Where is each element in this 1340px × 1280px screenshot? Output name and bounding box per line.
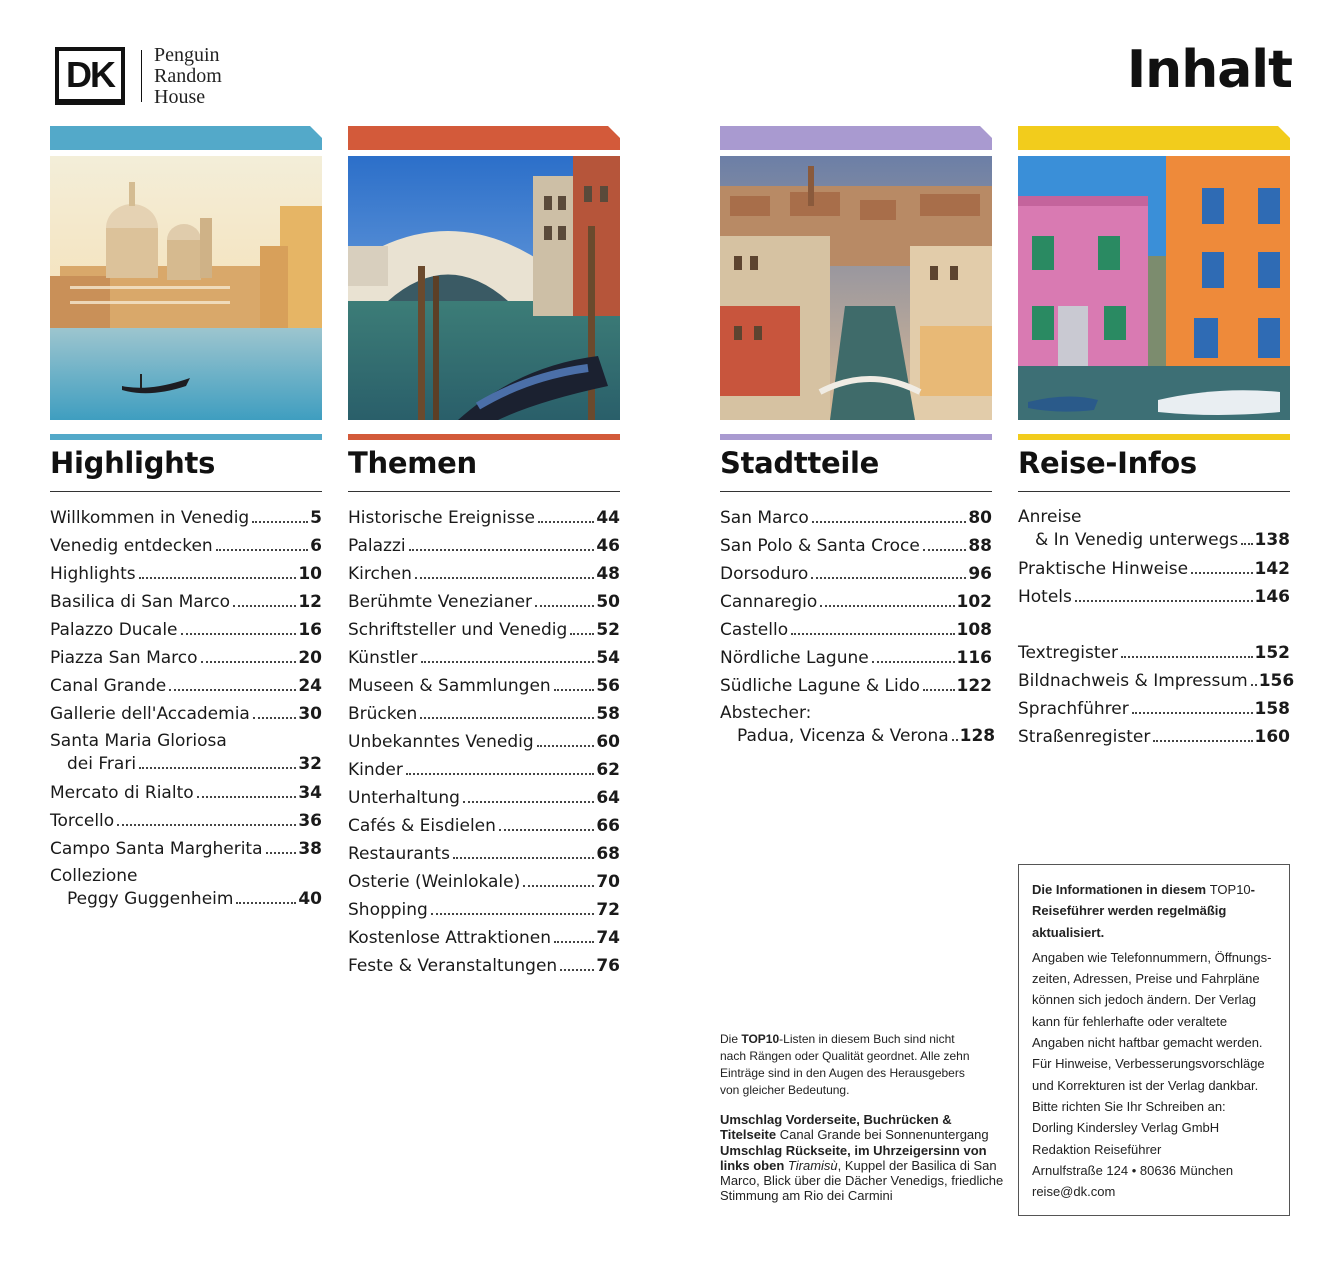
toc-entry[interactable]: Highlights 10: [50, 564, 322, 584]
note-text: Die: [720, 1032, 742, 1046]
section-themen: [348, 126, 620, 980]
toc-entry[interactable]: Museen & Sammlungen 56: [348, 676, 620, 696]
section-highlights: [50, 126, 322, 914]
toc-entry[interactable]: Kinder 62: [348, 760, 620, 780]
toc-entry[interactable]: Cafés & Eisdielen 66: [348, 816, 620, 836]
toc-entry-line1: Anreise: [1018, 507, 1082, 527]
publisher-line-3: House: [154, 85, 206, 108]
section-tab: [50, 126, 322, 150]
section-rule-color: [1018, 434, 1290, 440]
toc-entry[interactable]: Straßenregister 160: [1018, 727, 1290, 747]
toc-entry[interactable]: Berühmte Venezianer 50: [348, 592, 620, 612]
section-tab: [348, 126, 620, 150]
toc-entry-line1: Santa Maria Gloriosa: [50, 731, 227, 751]
toc-entry[interactable]: Campo Santa Margherita 38: [50, 839, 322, 859]
toc-entry[interactable]: Künstler 54: [348, 648, 620, 668]
section-title: Stadtteile: [720, 446, 880, 480]
section-tab: [1018, 126, 1290, 150]
toc-entry[interactable]: Schriftsteller und Venedig 52: [348, 620, 620, 640]
toc-entry[interactable]: Restaurants 68: [348, 844, 620, 864]
section-rule-color: [348, 434, 620, 440]
toc-entry[interactable]: Praktische Hinweise 142: [1018, 559, 1290, 579]
toc-entry[interactable]: Santa Maria Gloriosa dei Frari 32: [50, 731, 322, 774]
publisher-line-1: Penguin: [154, 43, 220, 66]
toc-list: [720, 504, 996, 751]
toc-entry[interactable]: Cannaregio 102: [720, 592, 992, 612]
update-info-box: [1018, 864, 1290, 1216]
address-line: Redaktion Reiseführer: [1032, 1141, 1162, 1157]
section-divider: [720, 491, 992, 492]
address-line: Arnulfstraße 124 • 80636 München: [1032, 1162, 1234, 1178]
page-title: Inhalt: [1126, 40, 1292, 100]
top10-note: [720, 1031, 970, 1099]
section-divider: [348, 491, 620, 492]
publisher-line-2: Random: [154, 64, 222, 87]
section-rule-color: [50, 434, 322, 440]
section-rule-color: [720, 434, 992, 440]
toc-entry[interactable]: Sprachführer 158: [1018, 699, 1290, 719]
section-reise-infos: [1018, 126, 1295, 751]
toc-entry[interactable]: Basilica di San Marco 12: [50, 592, 322, 612]
cover-front-label: Umschlag Vorderseite, Buchrücken & Titelseite: [720, 1112, 952, 1143]
section-divider: [1018, 491, 1290, 492]
toc-entry[interactable]: Palazzi 46: [348, 536, 620, 556]
toc-entry[interactable]: Kostenlose Attraktionen 74: [348, 928, 620, 948]
info-heading-top10: TOP10: [1209, 882, 1251, 897]
toc-entry[interactable]: Castello 108: [720, 620, 992, 640]
cover-back-label: Umschlag Rückseite, im Uhrzeigersinn von links oben: [720, 1142, 987, 1173]
email-link[interactable]: reise@dk.com: [1032, 1184, 1116, 1200]
cover-front-text: Canal Grande bei Sonnenuntergang: [776, 1127, 989, 1143]
dk-logo-mark: DK: [55, 47, 125, 105]
section-title: Themen: [348, 446, 477, 480]
toc-entry[interactable]: Nördliche Lagune 116: [720, 648, 992, 668]
toc-entry[interactable]: Historische Ereignisse 44: [348, 508, 620, 528]
toc-entry[interactable]: Kirchen 48: [348, 564, 620, 584]
toc-list: [50, 504, 322, 914]
toc-entry[interactable]: Shopping 72: [348, 900, 620, 920]
venice-rooftops-photo: [720, 156, 992, 420]
publisher-name: [154, 45, 222, 108]
toc-entry[interactable]: Osterie (Weinlokale) 70: [348, 872, 620, 892]
toc-entry[interactable]: Unterhaltung 64: [348, 788, 620, 808]
toc-entry-line1: Abstecher:: [720, 703, 812, 723]
toc-entry[interactable]: Südliche Lagune & Lido 122: [720, 676, 992, 696]
toc-entry[interactable]: Hotels 146: [1018, 587, 1290, 607]
toc-entry[interactable]: Mercato di Rialto 34: [50, 783, 322, 803]
logo-divider: [141, 50, 142, 102]
toc-entry[interactable]: Anreise & In Venedig unterwegs 138: [1018, 507, 1290, 550]
cover-credits: [720, 1112, 1010, 1204]
section-title: Highlights: [50, 446, 216, 480]
toc-entry[interactable]: Piazza San Marco 20: [50, 648, 322, 668]
toc-entry[interactable]: Textregister 152: [1018, 643, 1290, 663]
toc-entry[interactable]: Gallerie dell'Accademia 30: [50, 704, 322, 724]
toc-list: [1018, 504, 1295, 751]
toc-entry[interactable]: San Marco 80: [720, 508, 992, 528]
section-title: Reise-Infos: [1018, 446, 1197, 480]
publisher-logo: [55, 43, 222, 108]
cover-back-italic: Tiramisù: [787, 1157, 838, 1173]
note-text: -Listen in diesem Buch sind nicht nach Rängen oder Qualität geordnet. Alle zehn Einträge sind in den Augen des Herausgebers von gleicher Bedeutung.: [720, 1032, 970, 1097]
cover-back-text: , Kuppel der Basilica di San Marco, Blick über die Dächer Venedigs, friedliche Stimmung am Rio dei Carmini: [720, 1157, 1004, 1204]
info-body: Angaben wie Telefonnummern, Öffnungszeiten, Adressen, Preise und Fahrpläne können sich jedoch ändern. Der Verlag kann für fehlerhafte oder veraltete Angaben nicht haftbar gemacht werden. Für Hinweise, Verbesserungsvorschläge und Korrekturen ist der Verlag dankbar. Bitte richten Sie Ihr Schreiben an:: [1032, 949, 1272, 1114]
toc-entry[interactable]: Dorsoduro 96: [720, 564, 992, 584]
section-divider: [50, 491, 322, 492]
info-heading-text: Die Informationen in diesem: [1032, 882, 1210, 897]
toc-entry[interactable]: Collezione Peggy Guggenheim 40: [50, 866, 322, 909]
info-heading: [1032, 879, 1277, 943]
section-tab: [720, 126, 992, 150]
toc-entry[interactable]: Unbekanntes Venedig 60: [348, 732, 620, 752]
address-line: Dorling Kindersley Verlag GmbH: [1032, 1120, 1220, 1136]
toc-list: [348, 504, 620, 980]
toc-entry[interactable]: Brücken 58: [348, 704, 620, 724]
toc-entry[interactable]: San Polo & Santa Croce 88: [720, 536, 992, 556]
toc-entry[interactable]: Venedig entdecken 6: [50, 536, 322, 556]
toc-entry[interactable]: Willkommen in Venedig 5: [50, 508, 322, 528]
info-heading-text: -Reiseführer werden regelmäßig aktualisiert.: [1032, 882, 1255, 940]
section-stadtteile: [720, 126, 996, 751]
toc-entry[interactable]: Bildnachweis & Impressum 156: [1018, 671, 1295, 691]
rialto-bridge-photo: [348, 156, 620, 420]
toc-entry[interactable]: Canal Grande 24: [50, 676, 322, 696]
note-top10: TOP10: [741, 1032, 780, 1046]
toc-entry-line1: Collezione: [50, 866, 138, 886]
toc-entry[interactable]: Feste & Veranstaltungen 76: [348, 956, 620, 976]
burano-houses-photo: [1018, 156, 1290, 420]
toc-entry[interactable]: Abstecher: Padua, Vicenza & Verona 128: [720, 703, 996, 746]
toc-entry[interactable]: Torcello 36: [50, 811, 322, 831]
venice-grand-canal-photo: [50, 156, 322, 420]
toc-entry[interactable]: Palazzo Ducale 16: [50, 620, 322, 640]
